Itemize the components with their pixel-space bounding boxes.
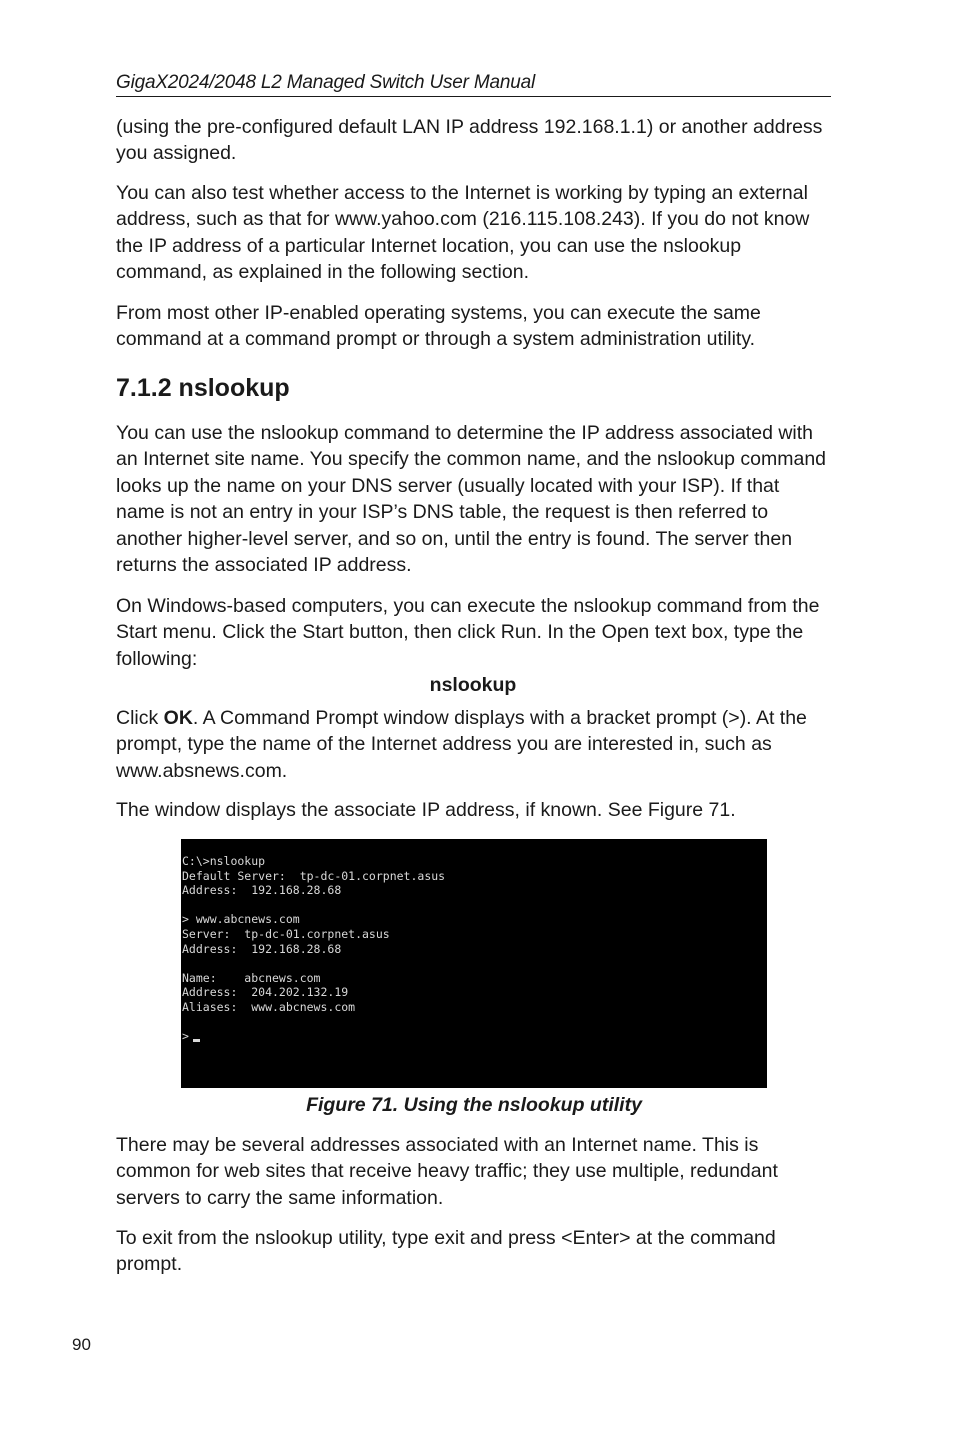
terminal-prompt: > (182, 1029, 189, 1044)
terminal-line: Server: tp-dc-01.corpnet.asus (182, 926, 390, 941)
running-header: GigaX2024/2048 L2 Managed Switch User Manual (116, 70, 831, 97)
paragraph-figure-reference: The window displays the associate IP address, if known. See Figure 71. (116, 799, 736, 821)
click-ok-prefix: Click (116, 707, 164, 729)
terminal-line: Address: 204.202.132.19 (182, 985, 349, 1000)
ok-keyword: OK (163, 707, 193, 729)
terminal-line: Address: 192.168.28.68 (182, 941, 342, 956)
paragraph-exit-utility: To exit from the nslookup utility, type exit and press <Enter> at the command prompt. (116, 1227, 776, 1276)
paragraph-nslookup-intro: You can use the nslookup command to determine the IP address associated with an Internet site name. You specify the common name, and the nslookup command looks up the name on your DNS server (usually located with your ISP). If that name is not an entry in your ISP’s DNS table, the request is then referred to another higher-level server, and so on, until the entry is found. The server then returns the associated IP address. (116, 422, 827, 577)
command-label: nslookup (429, 674, 517, 696)
terminal-line: Address: 192.168.28.68 (182, 883, 342, 898)
terminal-line (182, 898, 767, 913)
paragraph-internet-test: You can also test whether access to the Internet is working by typing an external address, such as that for www.yahoo.com (216.115.108.243). If you do not know the IP address of a particular Internet location, you can use the nslookup command, as explained in the following section. (116, 182, 810, 284)
terminal-line (182, 1015, 767, 1030)
terminal-line: Aliases: www.abcnews.com (182, 999, 356, 1014)
page-number: 90 (72, 1335, 91, 1354)
click-ok-rest: . A Command Prompt window displays with a bracket prompt (>). At the prompt, type the name of the Internet address you are interested in, such as www.absnews.com. (116, 707, 807, 782)
paragraph-click-ok (116, 705, 832, 784)
terminal-line: Name: abcnews.com (182, 970, 321, 985)
terminal-line: > www.abcnews.com (182, 912, 300, 927)
terminal-line (182, 956, 767, 971)
terminal-line: C:\>nslookup (182, 854, 266, 868)
paragraph-multiple-addresses: There may be several addresses associated with an Internet name. This is common for web sites that receive heavy traffic; they use multiple, redundant servers to carry the same information. (116, 1134, 778, 1209)
command-text (116, 672, 832, 698)
terminal-line: Default Server: tp-dc-01.corpnet.asus (182, 868, 446, 883)
cursor-icon (193, 1039, 200, 1042)
figure-caption: Figure 71. Using the nslookup utility (306, 1094, 642, 1116)
section-heading: 7.1.2 nslookup (116, 374, 290, 402)
paragraph-other-os: From most other IP-enabled operating systems, you can execute the same command at a command prompt or through a system administration utility. (116, 302, 761, 351)
terminal-screenshot (181, 839, 767, 1088)
paragraph-ip-address: (using the pre-configured default LAN IP address 192.168.1.1) or another address you assigned. (116, 116, 823, 165)
terminal-prompt-line (182, 1029, 767, 1044)
paragraph-windows-run: On Windows-based computers, you can execute the nslookup command from the Start menu. Click the Start button, then click Run. In the Open text box, type the following: (116, 595, 820, 670)
